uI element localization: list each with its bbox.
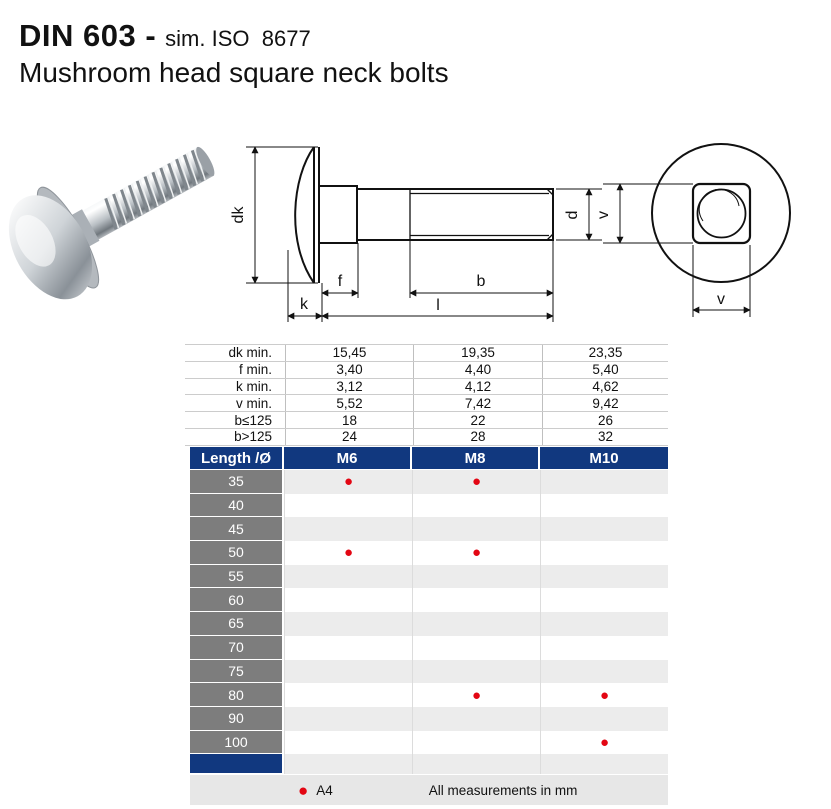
length-label: 80	[190, 683, 284, 707]
availability-dot: ●	[471, 544, 482, 562]
cell-m6	[284, 636, 412, 660]
cell-m6	[284, 565, 412, 589]
length-table-header	[190, 447, 668, 470]
spec-row-label: b≤125	[234, 412, 272, 428]
spec-value: 32	[542, 429, 668, 445]
availability-dot: ●	[599, 686, 610, 704]
cell-m6	[284, 517, 412, 541]
cell-m10	[540, 731, 668, 755]
cell-m10	[540, 588, 668, 612]
cell-m8	[412, 660, 540, 684]
availability-dot: ●	[343, 473, 354, 491]
table-row	[190, 517, 668, 541]
table-row	[185, 345, 668, 362]
cell-m6	[284, 660, 412, 684]
spec-value: 5,40	[542, 362, 668, 378]
spec-table	[185, 344, 668, 446]
table-row	[190, 660, 668, 684]
length-label: 35	[190, 470, 284, 494]
table-row	[190, 683, 668, 707]
availability-dot: ●	[471, 473, 482, 491]
cell-m8	[412, 636, 540, 660]
cell-m10	[540, 707, 668, 731]
cell-m8	[412, 470, 540, 494]
cell-m8	[412, 707, 540, 731]
table-row	[185, 412, 668, 429]
cell-m10	[540, 565, 668, 589]
spec-value: 4,62	[542, 379, 668, 395]
spec-row-label: dk min.	[228, 345, 272, 361]
cell-m8	[412, 588, 540, 612]
table-row	[185, 429, 668, 446]
legend-dot-icon: ●	[298, 780, 309, 800]
length-label: 45	[190, 517, 284, 541]
cell-m8	[412, 731, 540, 755]
header-m10: M10	[540, 447, 668, 470]
cell-m10	[540, 494, 668, 518]
spec-value: 4,40	[413, 362, 542, 378]
cell-m6	[284, 683, 412, 707]
cell-m6	[284, 541, 412, 565]
availability-dot: ●	[343, 544, 354, 562]
table-row	[190, 636, 668, 660]
spec-value: 9,42	[542, 395, 668, 411]
spec-value: 23,35	[542, 345, 668, 361]
cell-m10	[540, 660, 668, 684]
table-row	[185, 395, 668, 412]
length-label: 40	[190, 494, 284, 518]
end-view	[652, 144, 790, 282]
standard-number: DIN 603 -	[19, 18, 157, 53]
spec-value: 24	[285, 429, 413, 445]
spec-row-label: f min.	[238, 362, 272, 378]
cell-m8	[412, 541, 540, 565]
length-label: 70	[190, 636, 284, 660]
header-m8: M8	[412, 447, 540, 470]
cell-m6	[284, 707, 412, 731]
empty-label-cell	[190, 754, 284, 774]
spec-value: 7,42	[413, 395, 542, 411]
table-row	[190, 588, 668, 612]
dim-label-f: f	[337, 273, 343, 290]
table-row	[190, 565, 668, 589]
iso-reference: sim. ISO 8677	[165, 26, 311, 51]
spec-row-label: b>125	[234, 429, 272, 445]
side-view	[295, 147, 553, 283]
spec-value: 3,40	[285, 362, 413, 378]
spec-value: 18	[285, 412, 413, 428]
table-footer	[190, 775, 668, 805]
spec-value: 28	[413, 429, 542, 445]
cell-m10	[540, 683, 668, 707]
legend-material-label: A4	[316, 782, 333, 798]
cell-m8	[412, 565, 540, 589]
table-row	[190, 731, 668, 755]
length-label: 75	[190, 660, 284, 684]
cell-m8	[412, 683, 540, 707]
dim-label-d: d	[564, 210, 581, 220]
cell-m10	[540, 517, 668, 541]
availability-dot: ●	[599, 733, 610, 751]
length-label: 55	[190, 565, 284, 589]
cell-m6	[284, 731, 412, 755]
table-row	[190, 470, 668, 494]
spec-value: 3,12	[285, 379, 413, 395]
spec-value: 5,52	[285, 395, 413, 411]
dim-label-l: l	[436, 297, 440, 314]
spec-value: 4,12	[413, 379, 542, 395]
length-label: 90	[190, 707, 284, 731]
cell-m10	[540, 470, 668, 494]
header-length: Length /Ø	[190, 447, 284, 470]
spec-row-label: k min.	[235, 378, 272, 394]
cell-m8	[412, 494, 540, 518]
table-row	[190, 612, 668, 636]
availability-dot: ●	[471, 686, 482, 704]
cell-m8	[412, 612, 540, 636]
table-row	[190, 707, 668, 731]
spec-value: 26	[542, 412, 668, 428]
measurements-note: All measurements in mm	[428, 782, 578, 798]
dim-label-k: k	[300, 296, 308, 313]
table-row-empty	[190, 754, 668, 774]
bolt-photo	[5, 133, 220, 305]
cell-m6	[284, 588, 412, 612]
dim-label-v-left: v	[595, 211, 612, 219]
cell-m10	[540, 636, 668, 660]
length-label: 60	[190, 588, 284, 612]
page-title	[19, 18, 311, 54]
spec-value: 22	[413, 412, 542, 428]
length-label: 65	[190, 612, 284, 636]
technical-drawing	[230, 125, 810, 330]
cell-m6	[284, 494, 412, 518]
header-m6: M6	[284, 447, 412, 470]
cell-m10	[540, 612, 668, 636]
length-table	[190, 447, 668, 774]
length-label: 50	[190, 541, 284, 565]
dim-label-v-bottom: v	[717, 291, 725, 308]
cell-m6	[284, 612, 412, 636]
length-label: 100	[190, 731, 284, 755]
spec-value: 19,35	[413, 345, 542, 361]
cell-m6	[284, 470, 412, 494]
spec-value: 15,45	[285, 345, 413, 361]
table-row	[185, 379, 668, 396]
product-subtitle: Mushroom head square neck bolts	[19, 57, 449, 88]
cell-m8	[412, 517, 540, 541]
table-row	[190, 541, 668, 565]
table-row	[185, 362, 668, 379]
table-row	[190, 494, 668, 518]
dim-label-b: b	[476, 273, 486, 290]
spec-row-label: v min.	[235, 395, 272, 411]
cell-m10	[540, 541, 668, 565]
dim-label-dk: dk	[230, 206, 247, 224]
